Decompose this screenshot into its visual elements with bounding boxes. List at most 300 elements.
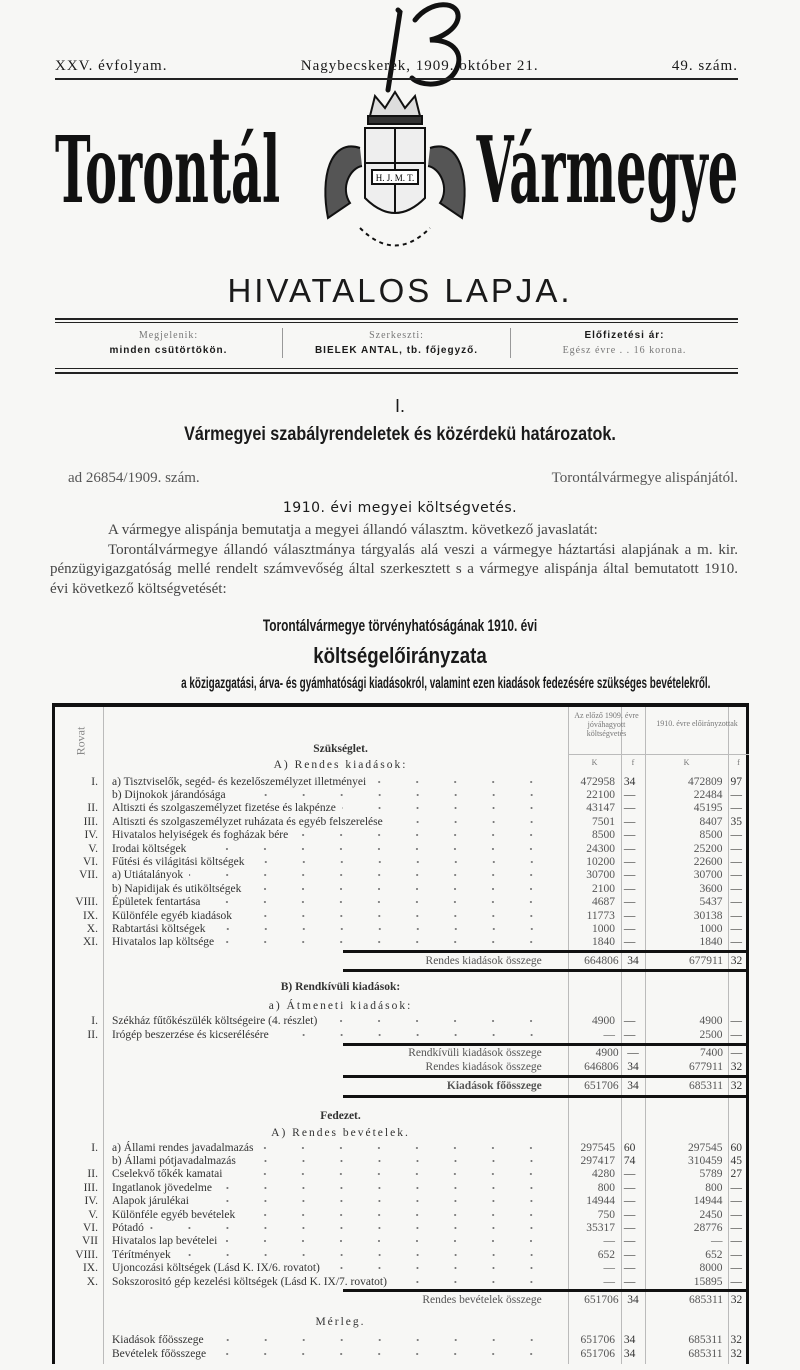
amount-1909-korona: 24300 bbox=[586, 842, 615, 855]
amount-1910-filler: — bbox=[730, 802, 742, 815]
column-header-1910: 1910. évre előirányzottak bbox=[656, 719, 738, 728]
amount-1909-korona: 4900 bbox=[595, 1047, 619, 1059]
dot-leader bbox=[342, 804, 551, 812]
divider bbox=[55, 318, 738, 320]
amount-1909-filler: 34 bbox=[623, 775, 636, 788]
amount-1910-korona: 5789 bbox=[699, 1168, 723, 1181]
reference-line bbox=[68, 470, 738, 487]
amount-1909-filler: — bbox=[623, 1195, 636, 1208]
header-k: K bbox=[645, 754, 728, 767]
info-label: Előfizetési ár: bbox=[584, 330, 665, 341]
dot-leader bbox=[223, 1237, 550, 1245]
amount-1910-korona: 30138 bbox=[693, 909, 723, 922]
description-cell bbox=[102, 829, 556, 841]
amount-1909-korona: 750 bbox=[597, 1208, 615, 1221]
amount-1910-filler: — bbox=[730, 1208, 742, 1221]
dot-leader bbox=[294, 831, 550, 839]
table-row bbox=[55, 1154, 746, 1167]
amount-1910-filler: 32 bbox=[730, 1334, 742, 1346]
dot-leader bbox=[189, 871, 550, 879]
publication-info bbox=[55, 328, 738, 358]
dot-leader bbox=[323, 1017, 550, 1025]
info-label: Megjelenik: bbox=[138, 330, 199, 341]
section-heading: A) Rendes bevételek. bbox=[271, 1127, 410, 1139]
amount-1909-korona: 1000 bbox=[591, 923, 615, 936]
amount-1910-filler: — bbox=[730, 882, 742, 895]
table-row bbox=[55, 1195, 746, 1208]
amount-1909-korona: 1840 bbox=[591, 936, 615, 949]
amount-1910-korona: 685311 bbox=[688, 1080, 724, 1092]
divider bbox=[55, 78, 738, 80]
body-text bbox=[50, 521, 738, 599]
rovat-cell: II. bbox=[87, 1168, 98, 1181]
dot-leader bbox=[218, 1184, 550, 1192]
revenue-title bbox=[55, 1107, 746, 1125]
description-cell bbox=[102, 1182, 556, 1194]
amount-1909-korona: 4687 bbox=[591, 896, 615, 909]
amount-1909-korona: 10200 bbox=[586, 856, 615, 869]
amount-1909-korona: — bbox=[603, 1275, 615, 1288]
description-cell bbox=[102, 1348, 556, 1360]
amount-1910-filler: 97 bbox=[730, 775, 742, 788]
table-row bbox=[55, 896, 746, 909]
amount-1910-korona: 472809 bbox=[687, 775, 723, 788]
amount-1909-filler: — bbox=[623, 936, 636, 949]
description-text: b) Dijnokok járandósága bbox=[111, 789, 226, 802]
amount-1909-korona: 646806 bbox=[584, 1061, 619, 1073]
amount-1909-korona: 651706 bbox=[584, 1080, 619, 1092]
amount-1909-filler: — bbox=[623, 882, 636, 895]
amount-1909-filler: — bbox=[623, 856, 636, 869]
dot-leader bbox=[220, 938, 550, 946]
reference-source: Torontálvármegye alispánjától. bbox=[551, 470, 738, 486]
description-text: Sokszorositó gép kezelési költségek (Lásd K. IX/7. rovatot) bbox=[111, 1275, 387, 1288]
description-text: Altiszti és szolgaszemélyzet fizetése és lakpénze bbox=[111, 802, 336, 815]
handwritten-number-mark bbox=[360, 0, 480, 100]
amount-1910-korona: 5437 bbox=[699, 896, 723, 909]
table-row bbox=[55, 922, 746, 935]
amount-1910-korona: 1840 bbox=[699, 936, 723, 949]
amount-1910-korona: 8000 bbox=[699, 1262, 723, 1275]
ordinary-expenses-total bbox=[55, 953, 746, 969]
description-cell bbox=[102, 856, 556, 868]
amount-1909-filler: — bbox=[623, 1235, 636, 1248]
amount-1909-filler: 34 bbox=[623, 1334, 636, 1346]
amount-1909-korona: 14944 bbox=[586, 1195, 615, 1208]
section-heading: A) Rendes kiadások: bbox=[273, 759, 408, 771]
amount-1909-filler: — bbox=[623, 1262, 636, 1275]
table-row bbox=[55, 1221, 746, 1234]
section-heading: Vármegyei szabályrendeletek és közérdekü határozatok. bbox=[184, 424, 616, 445]
amount-1909-korona: — bbox=[603, 1235, 615, 1248]
dot-leader bbox=[232, 791, 551, 799]
description-cell bbox=[102, 1142, 556, 1154]
description-text: Rendes bevételek összege bbox=[422, 1294, 542, 1306]
description-text: Hivatalos helyiségek és fogházak bére bbox=[111, 829, 289, 842]
expenses-grand-total bbox=[55, 1078, 746, 1094]
description-cell bbox=[102, 1209, 556, 1221]
amount-1910-filler: 32 bbox=[730, 1080, 743, 1092]
amount-1909-korona: 43147 bbox=[586, 802, 615, 815]
amount-1910-korona: 677911 bbox=[688, 1061, 724, 1073]
rovat-cell: IV. bbox=[84, 1195, 98, 1208]
info-value: minden csütörtökön. bbox=[109, 345, 228, 356]
info-editor bbox=[282, 328, 510, 358]
amount-1909-filler: — bbox=[623, 1275, 636, 1288]
header-f: f bbox=[728, 754, 749, 767]
rovat-cell: I. bbox=[91, 1141, 98, 1154]
budget-title-line-2: költségelőirányzata bbox=[313, 643, 487, 668]
amount-1909-korona: 35317 bbox=[586, 1222, 615, 1235]
amount-1910-filler: — bbox=[730, 1275, 742, 1288]
description-text: Székház fűtőkészülék költségeire (4. részlet) bbox=[111, 1015, 318, 1027]
rovat-cell: III. bbox=[83, 1181, 98, 1194]
amount-1909-korona: 8500 bbox=[591, 829, 615, 842]
amount-1910-filler: — bbox=[730, 1235, 742, 1248]
description-text: Alapok járulékai bbox=[111, 1195, 189, 1208]
description-cell bbox=[102, 923, 556, 935]
rovat-cell: II. bbox=[87, 1029, 98, 1041]
amount-1910-filler: 32 bbox=[730, 1348, 742, 1360]
description-cell bbox=[102, 1276, 556, 1288]
description-text: Bevételek főösszege bbox=[111, 1348, 207, 1360]
amount-1910-filler: — bbox=[730, 869, 742, 882]
amount-1910-korona: 310459 bbox=[687, 1155, 723, 1168]
amount-1909-korona: 651706 bbox=[580, 1334, 615, 1346]
description-cell bbox=[102, 1249, 556, 1261]
description-text: Kiadások főösszege bbox=[446, 1080, 542, 1092]
ordinary-revenue-title bbox=[55, 1125, 746, 1141]
amount-1910-korona: 685311 bbox=[688, 1294, 724, 1306]
dot-leader bbox=[150, 1224, 550, 1232]
amount-1909-filler: 34 bbox=[627, 1061, 639, 1073]
amount-1909-filler: — bbox=[623, 789, 636, 802]
dot-leader bbox=[192, 845, 550, 853]
amount-1910-korona: 28776 bbox=[693, 1222, 723, 1235]
amount-1910-korona: 677911 bbox=[688, 955, 724, 967]
amount-1910-filler: 32 bbox=[730, 1061, 743, 1073]
amount-1909-filler: — bbox=[623, 829, 636, 842]
amount-1910-korona: 8500 bbox=[699, 829, 723, 842]
title-left: Torontál bbox=[55, 116, 281, 224]
rovat-cell: VIII. bbox=[75, 1248, 98, 1261]
expenses-title bbox=[55, 741, 746, 757]
description-cell bbox=[101, 1294, 562, 1306]
table-row bbox=[55, 855, 746, 868]
section-heading: a) Átmeneti kiadások: bbox=[268, 999, 413, 1012]
amount-1910-filler: 45 bbox=[730, 1155, 742, 1168]
info-label: Szerkeszti: bbox=[369, 330, 424, 341]
description-text: Ingatlanok jövedelme bbox=[111, 1181, 212, 1194]
description-text: a) Állami rendes javadalmazás bbox=[111, 1141, 254, 1154]
description-cell bbox=[102, 816, 556, 828]
amount-1910-korona: 25200 bbox=[693, 842, 723, 855]
table-row bbox=[55, 775, 746, 788]
description-cell bbox=[102, 1168, 556, 1180]
amount-1910-filler: — bbox=[730, 1047, 743, 1059]
dot-leader bbox=[259, 1144, 550, 1152]
rovat-cell: IV. bbox=[84, 829, 98, 842]
amount-1910-filler: — bbox=[730, 829, 742, 842]
amount-1910-filler: 60 bbox=[730, 1141, 742, 1154]
place-date: Nagybecskerek, 1909. október 21. bbox=[300, 58, 539, 74]
rovat-cell: IX. bbox=[82, 1262, 98, 1275]
amount-1909-korona: 800 bbox=[597, 1181, 615, 1194]
rovat-cell: VI. bbox=[82, 1222, 98, 1235]
amount-1910-korona: 652 bbox=[705, 1248, 723, 1261]
amount-1909-filler: — bbox=[623, 842, 636, 855]
dot-leader bbox=[247, 885, 550, 893]
description-text: Rendkívüli kiadások összege bbox=[408, 1047, 542, 1059]
description-cell bbox=[102, 1015, 556, 1027]
table-row bbox=[55, 1181, 746, 1194]
info-value: Egész évre . . 16 korona. bbox=[562, 345, 687, 356]
rovat-cell: V. bbox=[88, 1208, 98, 1221]
amount-1909-filler: — bbox=[623, 909, 636, 922]
amount-1909-filler: — bbox=[623, 1029, 636, 1041]
description-text: a) Utiátalányok bbox=[111, 869, 184, 882]
dot-leader bbox=[212, 925, 551, 933]
amount-1910-filler: — bbox=[730, 1262, 742, 1275]
table-row bbox=[55, 1141, 746, 1154]
total-rule bbox=[343, 1095, 746, 1098]
amount-1910-korona: — bbox=[710, 1235, 723, 1248]
table-row bbox=[55, 1028, 746, 1042]
amount-1910-filler: — bbox=[730, 1015, 742, 1027]
table-row bbox=[55, 1235, 746, 1248]
description-text: Rendes kiadások összege bbox=[425, 1061, 542, 1073]
amount-1909-filler: — bbox=[623, 1222, 636, 1235]
amount-1910-korona: 14944 bbox=[693, 1195, 723, 1208]
amount-1910-filler: — bbox=[730, 936, 742, 949]
amount-1909-filler: — bbox=[623, 896, 636, 909]
amount-1909-korona: 7501 bbox=[591, 815, 615, 828]
amount-1909-korona: 30700 bbox=[586, 869, 615, 882]
table-row bbox=[55, 802, 746, 815]
masthead bbox=[55, 58, 738, 75]
paragraph: Torontálvármegye állandó választmánya tárgyalás alá veszi a vármegye háztartási alapjának a m. kir. pénzügyigazgatóság mellé rendelt számvevőség által szerkesztett s a vármegye alispánja által bemutatott 1910. évi következő költségvetését: bbox=[50, 541, 738, 597]
amount-1909-filler: — bbox=[623, 802, 636, 815]
description-cell bbox=[102, 789, 556, 801]
description-cell bbox=[102, 1155, 556, 1167]
amount-1909-korona: 4900 bbox=[591, 1015, 615, 1027]
amount-1910-filler: 32 bbox=[730, 1294, 743, 1306]
description-text: Térítmények bbox=[111, 1248, 171, 1261]
rovat-cell: XI. bbox=[82, 936, 98, 949]
amount-1909-korona: — bbox=[603, 1262, 615, 1275]
table-row bbox=[55, 1208, 746, 1221]
dot-leader bbox=[206, 898, 550, 906]
description-text: a) Tisztviselők, segéd- és kezelőszemélyzet illetményei bbox=[111, 775, 367, 788]
description-cell bbox=[102, 1222, 556, 1234]
amount-1909-filler: — bbox=[623, 1015, 636, 1027]
description-cell bbox=[101, 955, 562, 967]
paragraph: A vármegye alispánja bemutatja a megyei állandó választm. következő javaslatát: bbox=[108, 522, 598, 538]
amount-1910-filler: — bbox=[730, 1222, 742, 1235]
description-cell bbox=[102, 843, 556, 855]
amount-1910-korona: 2450 bbox=[699, 1208, 723, 1221]
description-text: Ujoncozási költségek (Lásd K. IX/6. rovatot) bbox=[111, 1262, 320, 1275]
description-text: b) Napidijak és utiköltségek bbox=[111, 882, 242, 895]
amount-1910-filler: — bbox=[730, 1181, 742, 1194]
description-text: Rendes kiadások összege bbox=[425, 955, 542, 967]
description-text: Irógép beszerzése és kicserélésére bbox=[111, 1029, 269, 1041]
amount-1910-filler: — bbox=[730, 923, 742, 936]
rovat-cell: VI. bbox=[82, 856, 98, 869]
description-cell bbox=[102, 936, 556, 948]
dot-leader bbox=[210, 1336, 551, 1344]
amount-1910-korona: 1000 bbox=[699, 923, 723, 936]
header-k: K bbox=[568, 754, 621, 767]
rovat-cell: VII bbox=[82, 1235, 98, 1248]
amount-1910-korona: 15895 bbox=[693, 1275, 723, 1288]
section-heading: Fedezet. bbox=[320, 1110, 361, 1122]
amount-1910-korona: 800 bbox=[705, 1181, 723, 1194]
description-text: Különféle egyéb bevételek bbox=[111, 1208, 236, 1221]
amount-1909-filler: 34 bbox=[623, 1348, 636, 1360]
dot-leader bbox=[275, 1031, 551, 1039]
dot-leader bbox=[177, 1251, 551, 1259]
ordinary-expenses-total bbox=[55, 1060, 746, 1074]
table-row bbox=[55, 1248, 746, 1261]
subtitle: HIVATALOS LAPJA. bbox=[227, 272, 573, 309]
amount-1910-korona: 45195 bbox=[693, 802, 723, 815]
amount-1909-filler: 34 bbox=[627, 955, 639, 967]
rovat-cell: III. bbox=[83, 815, 98, 828]
amount-1909-filler: — bbox=[623, 1208, 636, 1221]
description-cell bbox=[101, 1047, 562, 1059]
amount-1909-filler: 34 bbox=[627, 1080, 639, 1092]
budget-table bbox=[52, 703, 749, 1364]
section-heading: Mérleg. bbox=[315, 1316, 366, 1328]
amount-1910-filler: — bbox=[730, 856, 742, 869]
total-rule bbox=[343, 969, 746, 972]
amount-1909-korona: — bbox=[603, 1029, 615, 1041]
description-text: Altiszti és szolgaszemélyzet ruházata és egyéb felszerelése bbox=[111, 815, 383, 828]
amount-1909-filler: — bbox=[623, 1181, 636, 1194]
table-row bbox=[55, 1168, 746, 1181]
table-row bbox=[55, 1014, 746, 1028]
table-row bbox=[55, 829, 746, 842]
dot-leader bbox=[195, 1197, 550, 1205]
amount-1909-filler: — bbox=[623, 869, 636, 882]
description-cell bbox=[102, 1235, 556, 1247]
dot-leader bbox=[326, 1264, 550, 1272]
description-cell bbox=[101, 1061, 562, 1073]
ordinary-expenses-title bbox=[55, 757, 746, 773]
description-cell bbox=[102, 802, 556, 814]
amount-1910-filler: — bbox=[730, 1248, 742, 1261]
amount-1910-korona: 297545 bbox=[687, 1141, 723, 1154]
amount-1909-filler: — bbox=[623, 923, 636, 936]
amount-1909-filler: — bbox=[623, 1168, 636, 1181]
section-heading: Szükséglet. bbox=[313, 743, 368, 755]
info-schedule bbox=[55, 328, 282, 358]
amount-1909-filler: 34 bbox=[627, 1294, 639, 1306]
table-row bbox=[55, 882, 746, 895]
dot-leader bbox=[251, 858, 551, 866]
amount-1910-filler: 27 bbox=[730, 1168, 742, 1181]
description-cell bbox=[102, 896, 556, 908]
rovat-cell: IX. bbox=[82, 909, 98, 922]
amount-1910-filler: 35 bbox=[730, 815, 742, 828]
amount-1910-korona: 7400 bbox=[700, 1047, 724, 1059]
amount-1910-korona: 8407 bbox=[699, 815, 723, 828]
header-f: f bbox=[621, 754, 645, 767]
description-cell bbox=[102, 1195, 556, 1207]
description-cell bbox=[102, 883, 556, 895]
table-row bbox=[55, 869, 746, 882]
amount-1909-korona: 651706 bbox=[580, 1348, 615, 1360]
dot-leader bbox=[393, 1278, 550, 1286]
table-row bbox=[55, 788, 746, 801]
rovat-cell: VIII. bbox=[75, 896, 98, 909]
rovat-cell: I. bbox=[91, 1015, 98, 1027]
description-text: Hivatalos lap költsége bbox=[111, 936, 215, 949]
volume: XXV. évfolyam. bbox=[55, 58, 168, 74]
description-cell bbox=[102, 869, 556, 881]
description-text: Cselekvő tőkék kamatai bbox=[111, 1168, 223, 1181]
transitional-expenses-title bbox=[55, 997, 746, 1014]
rovat-cell: VII. bbox=[79, 869, 98, 882]
amount-1910-korona: 685311 bbox=[688, 1334, 723, 1346]
dot-leader bbox=[212, 1350, 550, 1358]
amount-1910-filler: — bbox=[730, 1029, 742, 1041]
divider bbox=[55, 322, 738, 323]
rovat-cell: I. bbox=[91, 775, 98, 788]
description-cell bbox=[101, 1080, 562, 1092]
amount-1909-filler: — bbox=[623, 1248, 636, 1261]
ordinary-revenue-total bbox=[55, 1292, 746, 1308]
title-right: Vármegye bbox=[476, 116, 738, 224]
dot-leader bbox=[242, 1157, 550, 1165]
county-crest-logo bbox=[310, 88, 480, 266]
table-row bbox=[55, 1275, 746, 1288]
amount-1910-filler: — bbox=[730, 909, 742, 922]
info-price bbox=[510, 328, 738, 358]
document-title: 1910. évi megyei költségvetés. bbox=[282, 500, 518, 516]
description-text: Irodai költségek bbox=[111, 842, 187, 855]
issue-number: 49. szám. bbox=[671, 58, 738, 74]
amount-1910-korona: 3600 bbox=[699, 882, 723, 895]
table-row bbox=[55, 1347, 746, 1361]
rovat-header-label: Rovat bbox=[73, 726, 88, 756]
amount-1910-filler: — bbox=[730, 1195, 742, 1208]
amount-1910-korona: 4900 bbox=[699, 1015, 723, 1027]
table-row bbox=[55, 1333, 746, 1347]
amount-1909-filler: 74 bbox=[623, 1155, 636, 1168]
amount-1909-korona: 4280 bbox=[591, 1168, 615, 1181]
amount-1909-filler: — bbox=[623, 815, 636, 828]
dot-leader bbox=[389, 818, 551, 826]
amount-1909-korona: 664806 bbox=[584, 955, 619, 967]
dot-leader bbox=[238, 912, 550, 920]
table-row bbox=[55, 842, 746, 855]
table-row bbox=[55, 815, 746, 828]
amount-1910-filler: 32 bbox=[730, 955, 743, 967]
amount-1910-filler: — bbox=[730, 842, 742, 855]
amount-1909-filler: — bbox=[627, 1047, 639, 1059]
description-text: Kiadások főösszege bbox=[111, 1334, 204, 1346]
amount-1910-filler: — bbox=[730, 896, 742, 909]
description-cell bbox=[102, 910, 556, 922]
description-text: Rabtartási költségek bbox=[111, 923, 206, 936]
table-row bbox=[55, 909, 746, 922]
reference-number: ad 26854/1909. szám. bbox=[68, 470, 200, 486]
extra-expenses-title bbox=[55, 978, 746, 996]
description-cell bbox=[102, 1262, 556, 1274]
amount-1909-korona: 297545 bbox=[580, 1141, 615, 1154]
